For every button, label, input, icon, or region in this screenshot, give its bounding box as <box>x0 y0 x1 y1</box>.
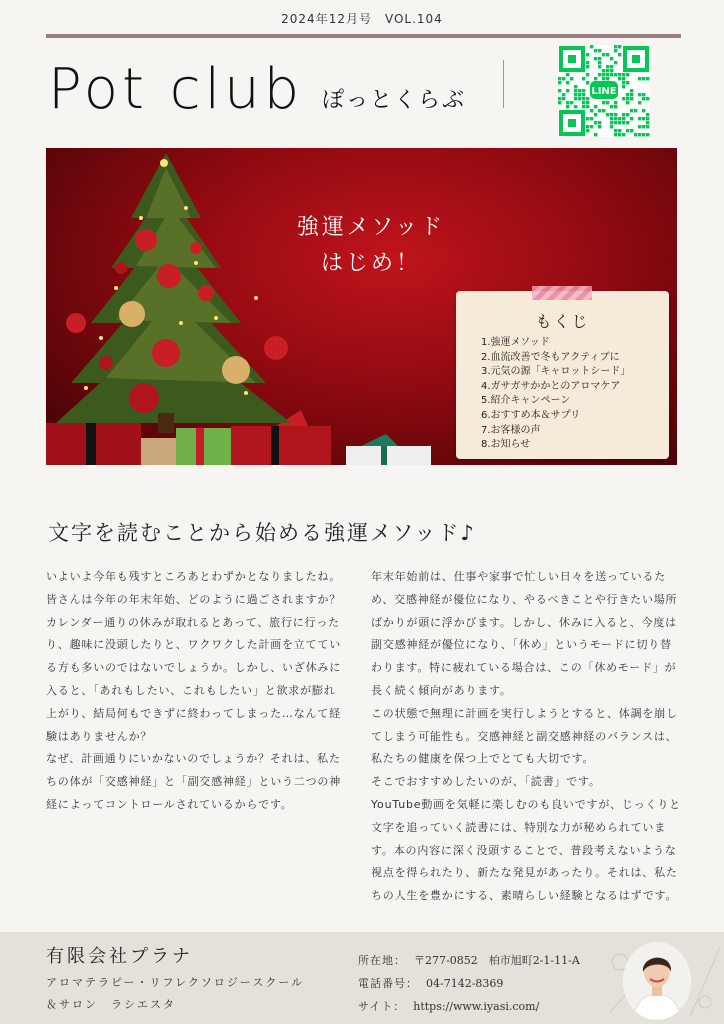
contact-info <box>358 949 580 1018</box>
qr-module <box>626 129 629 132</box>
qr-module <box>606 77 609 80</box>
qr-module <box>646 97 649 100</box>
article-column-left <box>46 566 346 817</box>
article-paragraph: YouTube動画を気軽に楽しむのも良いですが、じっくりと文字を追っていく読書には、特別な力が秘められています。本の内容に深く没頭することで、普段考えないような視点を得られたり、新たな発見があったり。それは、私たちの人生を豊かにする、素晴らしい経験となるはずです。 <box>371 797 681 903</box>
qr-module <box>642 77 645 80</box>
qr-module <box>638 101 641 104</box>
qr-module <box>606 73 609 76</box>
qr-module <box>566 73 569 76</box>
qr-module <box>610 113 613 116</box>
qr-module <box>630 129 633 132</box>
toc-item: 4.ガサガサかかとのアロマケア <box>481 380 621 392</box>
qr-module <box>594 49 597 52</box>
qr-module <box>578 89 581 92</box>
company-description: アロマテラピー・リフレクソロジースクール＆サロン ラシエスタ <box>46 976 305 1011</box>
qr-module <box>594 133 597 136</box>
qr-module <box>590 45 593 48</box>
address-row <box>358 949 580 972</box>
qr-module <box>614 121 617 124</box>
qr-module <box>618 117 621 120</box>
qr-module <box>582 97 585 100</box>
qr-module <box>578 97 581 100</box>
qr-module <box>622 121 625 124</box>
qr-module <box>582 77 585 80</box>
hero-title-line-2: はじめ！ <box>320 251 421 276</box>
toc-list <box>481 336 630 453</box>
qr-module <box>646 77 649 80</box>
qr-module <box>570 77 573 80</box>
article-paragraph: そこでおすすめしたいのが、「読書」です。 <box>371 775 601 789</box>
qr-module <box>630 117 633 120</box>
owner-portrait <box>623 942 691 1020</box>
toc-item: 8.お知らせ <box>481 439 531 451</box>
qr-module <box>622 81 625 84</box>
qr-module <box>566 101 569 104</box>
article-paragraph: 年末年始前は、仕事や家事で忙しい日々を送っているため、交感神経が優位になり、やるべきことや行きたい場所ばかりが頭に浮かびます。しかし、休みに入ると、今度は副交感神経が優位になり、「休め」というモードに切り替わります。特に疲れている場合は、この「休めモード」が長く続く傾向があります。 <box>371 570 678 697</box>
hero-banner <box>46 148 677 465</box>
qr-module <box>594 57 597 60</box>
qr-module <box>602 53 605 56</box>
qr-module <box>606 113 609 116</box>
qr-module <box>558 81 561 84</box>
qr-module <box>610 73 613 76</box>
qr-module <box>586 53 589 56</box>
qr-module <box>602 77 605 80</box>
qr-module <box>642 125 645 128</box>
qr-module <box>614 129 617 132</box>
qr-module <box>626 121 629 124</box>
qr-module <box>622 77 625 80</box>
qr-module <box>586 105 589 108</box>
qr-module <box>558 89 561 92</box>
qr-module <box>594 121 597 124</box>
toc-item: 1.強運メソッド <box>481 337 550 348</box>
brand-subtitle: ぽっとくらぶ <box>322 88 467 113</box>
qr-module <box>618 73 621 76</box>
qr-module <box>614 49 617 52</box>
qr-module <box>594 77 597 80</box>
washi-tape-decoration <box>532 286 592 300</box>
toc-item: 5.紹介キャンペーン <box>481 395 571 407</box>
qr-module <box>558 97 561 100</box>
toc-item: 7.お客様の声 <box>481 424 541 436</box>
article-paragraph: この状態で無理に計画を実行しようとすると、体調を崩してしまう可能性も。交感神経と副交感神経のバランスは、私たちの健康を保つ上でとても大切です。 <box>371 706 678 766</box>
qr-module <box>566 89 569 92</box>
qr-module <box>642 133 645 136</box>
website-row <box>358 995 580 1018</box>
toc-item: 6.おすすめ本＆サプリ <box>481 409 581 421</box>
qr-module <box>626 81 629 84</box>
hero-title-line-1: 強運メソッド <box>296 215 446 240</box>
qr-module <box>606 65 609 68</box>
qr-module <box>614 101 617 104</box>
qr-module <box>630 97 633 100</box>
qr-module <box>586 117 589 120</box>
qr-module <box>586 61 589 64</box>
qr-module <box>646 125 649 128</box>
qr-module <box>594 105 597 108</box>
qr-module <box>562 97 565 100</box>
address-value: 〒277-0852 柏市旭町2-1-11-A <box>414 954 580 967</box>
qr-module <box>618 53 621 56</box>
qr-module <box>598 125 601 128</box>
qr-module <box>566 81 569 84</box>
toc-item: 3.元気の源「キャロットシード」 <box>481 366 631 378</box>
qr-module <box>602 69 605 72</box>
toc-title: もくじ <box>535 312 590 331</box>
hero-title <box>291 210 451 282</box>
qr-module <box>598 121 601 124</box>
qr-module <box>634 133 637 136</box>
qr-module <box>586 129 589 132</box>
qr-module <box>630 109 633 112</box>
qr-module <box>622 113 625 116</box>
qr-module <box>642 109 645 112</box>
qr-module <box>558 77 561 80</box>
qr-module <box>606 53 609 56</box>
qr-module <box>618 77 621 80</box>
qr-module <box>582 89 585 92</box>
person-photo-icon <box>623 942 691 1020</box>
qr-module <box>574 85 577 88</box>
qr-module <box>618 133 621 136</box>
qr-module <box>638 93 641 96</box>
article-title: 文字を読むことから始める強運メソッド♪ <box>48 521 476 545</box>
qr-module <box>586 65 589 68</box>
article-paragraph: なぜ、計画通りにいかないのでしょうか？それは、私たちの体が「交感神経」と「副交感神経」という二つの神経によってコントロールされているからです。 <box>46 752 341 811</box>
qr-module <box>638 133 641 136</box>
website-link[interactable]: https://www.iyasi.com/ <box>413 1000 540 1013</box>
qr-module <box>622 133 625 136</box>
table-of-contents <box>456 291 669 459</box>
qr-module <box>578 93 581 96</box>
qr-module <box>582 93 585 96</box>
qr-code-icon <box>558 45 650 137</box>
article-paragraph: カレンダー通りの休みが取れるとあって、旅行に行ったり、趣味に没頭したりと、ワクワクした計画を立てている方も多いのではないでしょうか。しかし、いざ休みに入ると、「あれもしたい、これもしたい」と欲求が膨れ上がり、結局何もできずに終わってしまった…なんて経験はありませんか？ <box>46 615 341 743</box>
qr-module <box>610 57 613 60</box>
qr-module <box>574 93 577 96</box>
qr-module <box>562 93 565 96</box>
qr-module <box>626 73 629 76</box>
qr-module <box>614 73 617 76</box>
qr-module <box>618 45 621 48</box>
qr-module <box>638 77 641 80</box>
qr-module <box>646 117 649 120</box>
qr-module <box>614 45 617 48</box>
qr-module <box>574 97 577 100</box>
qr-module <box>642 93 645 96</box>
qr-module <box>630 93 633 96</box>
qr-module <box>602 109 605 112</box>
qr-module <box>642 117 645 120</box>
address-label: 所在地： <box>358 954 406 967</box>
website-label: サイト： <box>358 1000 406 1013</box>
qr-module <box>598 73 601 76</box>
qr-module <box>590 125 593 128</box>
qr-module <box>610 105 613 108</box>
qr-module <box>642 97 645 100</box>
qr-module <box>634 109 637 112</box>
qr-module <box>626 97 629 100</box>
qr-module <box>602 73 605 76</box>
qr-module <box>598 61 601 64</box>
qr-module <box>586 97 589 100</box>
company-name: 有限会社プラナ <box>46 946 193 967</box>
qr-module <box>598 57 601 60</box>
qr-module <box>574 89 577 92</box>
qr-module <box>610 125 613 128</box>
qr-module <box>558 101 561 104</box>
qr-module <box>586 125 589 128</box>
header-vertical-divider <box>503 60 504 108</box>
article-column-right <box>371 566 681 908</box>
qr-module <box>646 121 649 124</box>
svg-text:LINE: LINE <box>591 86 617 97</box>
qr-module <box>562 77 565 80</box>
brand-title: Pot club <box>48 57 304 122</box>
qr-module <box>598 49 601 52</box>
qr-module <box>630 89 633 92</box>
qr-module <box>622 73 625 76</box>
phone-label: 電話番号： <box>358 977 418 990</box>
qr-module <box>614 113 617 116</box>
qr-module <box>614 133 617 136</box>
qr-module <box>610 121 613 124</box>
qr-module <box>610 69 613 72</box>
qr-module <box>626 101 629 104</box>
qr-module <box>586 81 589 84</box>
qr-module <box>626 113 629 116</box>
qr-module <box>590 109 593 112</box>
qr-module <box>582 101 585 104</box>
qr-module <box>610 65 613 68</box>
issue-label: 2024年12月号 VOL.104 <box>281 12 443 26</box>
qr-module <box>610 117 613 120</box>
qr-module <box>582 105 585 108</box>
qr-module <box>606 69 609 72</box>
qr-module <box>586 101 589 104</box>
qr-module <box>598 65 601 68</box>
qr-module <box>566 105 569 108</box>
phone-row <box>358 972 580 995</box>
qr-module <box>574 105 577 108</box>
qr-module <box>622 97 625 100</box>
phone-value: 04-7142-8369 <box>426 977 504 990</box>
qr-module <box>590 117 593 120</box>
qr-module <box>614 61 617 64</box>
qr-module <box>602 101 605 104</box>
qr-module <box>618 121 621 124</box>
line-qr-code[interactable] <box>558 45 650 137</box>
article-paragraph: いよいよ今年も残すところあとわずかとなりましたね。皆さんは今年の年末年始、どのように過ごされますか？ <box>46 570 341 606</box>
qr-module <box>622 85 625 88</box>
qr-module <box>622 117 625 120</box>
qr-module <box>598 109 601 112</box>
qr-module <box>646 133 649 136</box>
qr-module <box>646 113 649 116</box>
qr-module <box>638 125 641 128</box>
qr-module <box>594 113 597 116</box>
qr-module <box>586 73 589 76</box>
qr-module <box>618 129 621 132</box>
qr-module <box>638 117 641 120</box>
toc-item: 2.血流改善で冬もアクティブに <box>481 351 620 363</box>
qr-module <box>614 105 617 108</box>
qr-module <box>626 93 629 96</box>
qr-module <box>614 117 617 120</box>
header-divider <box>46 34 681 38</box>
qr-module <box>606 101 609 104</box>
footer <box>0 932 724 1024</box>
qr-module <box>570 101 573 104</box>
